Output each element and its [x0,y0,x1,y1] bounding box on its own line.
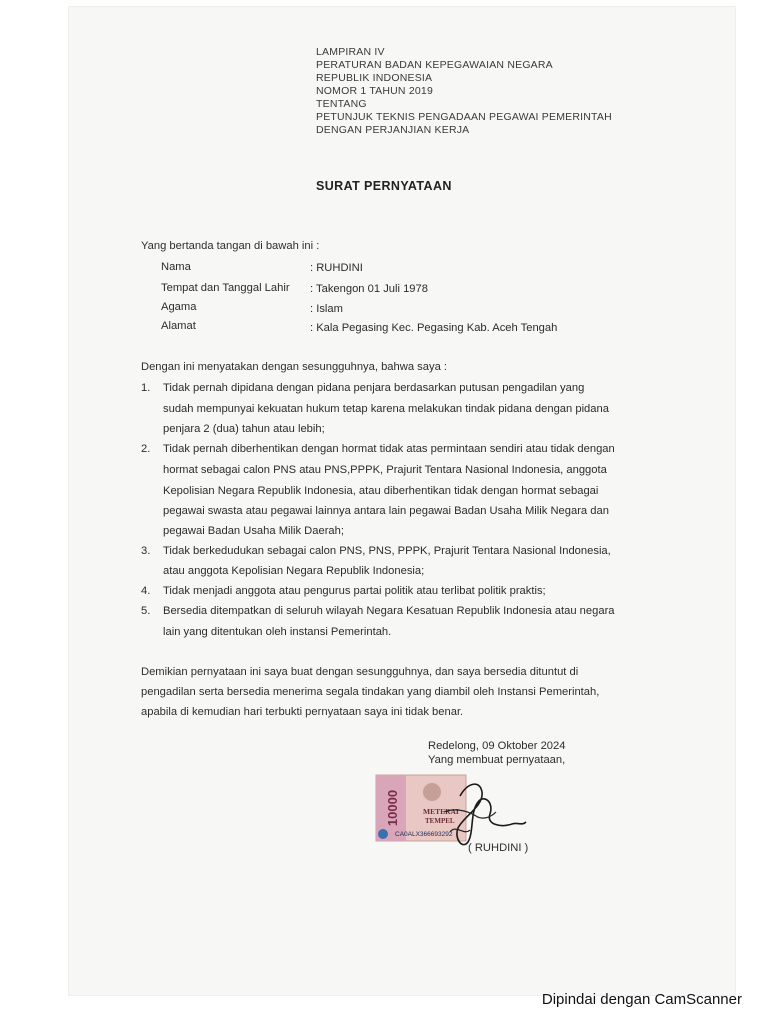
item-line: lain yang ditentukan oleh instansi Pemerintah. [163,626,392,638]
item-number: 2. [141,443,151,455]
closing-line: Demikian pernyataan ini saya buat dengan sesungguhnya, dan saya bersedia dituntut di [141,666,579,678]
closing-line: pengadilan serta bersedia menerima segala tindakan yang diambil oleh Instansi Pemerintah, [141,686,600,698]
header-line: PETUNJUK TEKNIS PENGADAAN PEGAWAI PEMERINTAH [316,111,612,123]
item-line: pegawai Badan Usaha Milik Daerah; [163,525,344,537]
item-number: 3. [141,545,151,557]
item-line: Tidak berkedudukan sebagai calon PNS, PNS, PPPK, Prajurit Tentara Nasional Indonesia, [163,545,611,557]
header-line: NOMOR 1 TAHUN 2019 [316,85,433,97]
document-title: SURAT PERNYATAAN [316,179,452,193]
item-line: Tidak menjadi anggota atau pengurus partai politik atau terlibat politik praktis; [163,585,546,597]
header-line: DENGAN PERJANJIAN KERJA [316,124,470,136]
identity-label: Nama [161,261,191,273]
identity-value: : Kala Pegasing Kec. Pegasing Kab. Aceh Tengah [310,322,558,334]
identity-value: : RUHDINI [310,262,363,274]
item-line: hormat sebagai calon PNS atau PNS,PPPK, Prajurit Tentara Nasional Indonesia, anggota [163,464,607,476]
identity-label: Agama [161,301,197,313]
identity-value: : Islam [310,303,343,315]
item-line: Kepolisian Negara Republik Indonesia, atau diberhentikan tidak dengan hormat sebagai [163,485,599,497]
statement-intro: Dengan ini menyatakan dengan sesungguhnya, bahwa saya : [141,361,448,373]
header-line: PERATURAN BADAN KEPEGAWAIAN NEGARA [316,59,553,71]
header-line: LAMPIRAN IV [316,46,385,58]
signer-caption: Yang membuat pernyataan, [428,754,566,766]
header-line: REPUBLIK INDONESIA [316,72,433,84]
item-line: Tidak pernah diberhentikan dengan hormat tidak atas permintaan sendiri atau tidak dengan [163,443,615,455]
stamp-serial: CA0ALX366693292 [395,831,453,838]
scanner-watermark: Dipindai dengan CamScanner [541,991,742,1008]
signer-name: ( RUHDINI ) [468,842,529,854]
item-number: 1. [141,382,151,394]
stamp-text-1: METERAI [423,807,459,816]
item-line: Bersedia ditempatkan di seluruh wilayah Negara Kesatuan Republik Indonesia atau negara [163,605,615,617]
identity-label: Alamat [161,320,196,332]
item-line: Tidak pernah dipidana dengan pidana penjara berdasarkan putusan pengadilan yang [163,382,585,394]
header-line: TENTANG [316,98,367,110]
scanned-page [68,6,736,996]
stamp-text-2: TEMPEL [425,817,455,825]
item-line: penjara 2 (dua) tahun atau lebih; [163,423,325,435]
identity-label: Tempat dan Tanggal Lahir [161,282,290,294]
item-line: atau anggota Kepolisian Negara Republik Indonesia; [163,565,425,577]
item-line: sudah mempunyai kekuatan hukum tetap karena melakukan tindak pidana dengan pidana [163,403,609,415]
identity-value: : Takengon 01 Juli 1978 [310,283,428,295]
intro-text: Yang bertanda tangan di bawah ini : [141,240,320,252]
stamp-value: 10000 [385,789,400,827]
item-number: 4. [141,585,151,597]
closing-line: apabila di kemudian hari terbukti pernyataan saya ini tidak benar. [141,706,464,718]
place-date: Redelong, 09 Oktober 2024 [428,740,566,752]
item-line: pegawai swasta atau pegawai lainnya antara lain pegawai Badan Usaha Milik Negara dan [163,505,609,517]
item-number: 5. [141,605,151,617]
